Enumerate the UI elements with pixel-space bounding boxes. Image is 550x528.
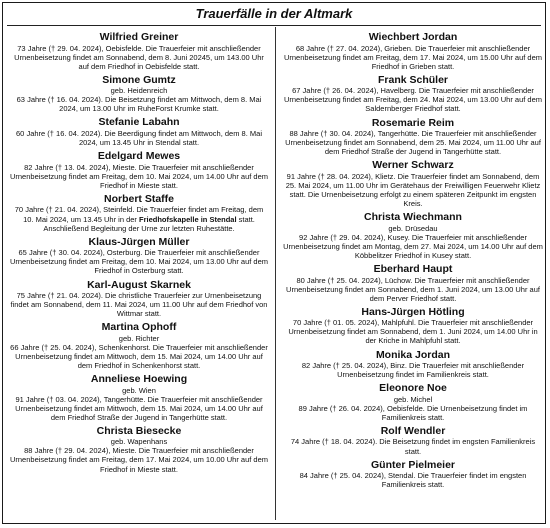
- obituary-text: [9, 205, 269, 232]
- birth-name: geb. Wien: [122, 385, 156, 395]
- obituary-text-part: 91 Jahre († 03. 04. 2024), Tangerhütte. Die Trauerfeier mit anschließender Urnenbeisetzung findet am Mittwoch, dem 15. Mai 2024, um 14.00 Uhr auf dem Friedhof Straße der Jugend in Tangerhütte statt.: [15, 394, 263, 422]
- obituary-text: [283, 404, 543, 422]
- deceased-name: Monika Jordan: [375, 348, 451, 361]
- obituary-text: [283, 471, 543, 489]
- deceased-name: Klaus-Jürgen Müller: [88, 235, 190, 248]
- obituary-entry: [9, 279, 269, 319]
- obituary-text: [283, 437, 543, 455]
- obituary-text-part: 88 Jahre († 29. 04. 2024), Mieste. Die Trauerfeier mit anschließender Urnenbeisetzung findet am Freitag, dem 17. Mai 2024, um 10.00 Uhr auf dem Friedhof in Mieste statt.: [9, 446, 269, 474]
- obituary-entry: [283, 349, 543, 380]
- obituary-entry: [9, 193, 269, 233]
- deceased-name: Simone Gumtz: [102, 73, 176, 86]
- obituary-entry: [283, 425, 543, 456]
- deceased-name: Christa Wiechmann: [364, 211, 462, 224]
- deceased-name: Edelgard Mewes: [97, 150, 181, 163]
- obituary-text: [9, 129, 269, 147]
- obituary-entry: [283, 117, 543, 157]
- obituary-text: [283, 129, 543, 156]
- birth-name: geb. Michel: [393, 394, 433, 404]
- obituary-text-part: 91 Jahre († 28. 04. 2024), Klietz. Die Trauerfeier findet am Sonnabend, dem 25. Mai 2024, um 11.00 Uhr im Gerätehaus der Freiwilligen Feuerwehr Klietz statt. Die Urnenbeisetzung erfolgt zu einem späteren Zeitpunkt im engsten Kreis.: [285, 171, 541, 209]
- obituary-text-part: 82 Jahre († 25. 04. 2024), Binz. Die Trauerfeier mit anschließender Urnenbeisetzung findet im Familienkreis statt.: [301, 361, 525, 380]
- obituary-entry: [9, 425, 269, 474]
- obituary-text: [283, 233, 543, 260]
- deceased-name: Anneliese Hoewing: [90, 373, 188, 386]
- deceased-name: Martina Ophoff: [101, 321, 177, 334]
- obituary-text-tail: statt. Anschließend Begleitung der Urne zur letzten Ruhestätte.: [43, 214, 255, 233]
- obituary-entry: [283, 263, 543, 303]
- obituary-text: [9, 343, 269, 370]
- birth-name: geb. Drüsedau: [388, 223, 438, 233]
- birth-name: geb. Richter: [118, 333, 160, 343]
- obituary-entry: [283, 211, 543, 260]
- deceased-name: Frank Schüler: [377, 73, 449, 86]
- deceased-name: Christa Biesecke: [96, 424, 182, 437]
- obituary-entry: [9, 74, 269, 114]
- obituary-text-part: 75 Jahre († 21. 04. 2024). Die christliche Trauerfeier zur Urnenbeisetzung findet am Sonnabend, dem 11. Mai 2024, um 11.00 Uhr auf dem Friedhof von Wittmar statt.: [10, 291, 268, 319]
- obituary-text-part: 82 Jahre († 13. 04. 2024), Mieste. Die Trauerfeier mit anschließender Urnenbeisetzung findet am Freitag, dem 10. Mai 2024, um 14.00 Uhr auf dem Friedhof in Mieste statt.: [9, 162, 269, 190]
- deceased-name: Wilfried Greiner: [99, 31, 179, 43]
- obituary-text: [9, 95, 269, 113]
- obituary-text-part: 68 Jahre († 27. 04. 2024), Grieben. Die Trauerfeier mit anschließender Urnenbeisetzung findet am Freitag, dem 17. Mai 2024, um 15.00 Uhr auf dem Friedhof in Grieben statt.: [283, 43, 543, 71]
- deceased-name: Stefanie Labahn: [98, 116, 180, 129]
- obituary-text: [283, 276, 543, 303]
- obituary-text: [9, 44, 269, 71]
- deceased-name: Wiechbert Jordan: [368, 31, 458, 43]
- obituary-text-part: 73 Jahre († 29. 04. 2024), Oebisfelde. Die Trauerfeier mit anschließender Urnenbeisetzung findet am Sonnabend, dem 8. Juni 20245, um 143.00 Uhr auf dem Friedhof in Oebisfelde statt.: [14, 43, 264, 71]
- column-divider: [275, 27, 276, 520]
- obituary-text-part: 70 Jahre († 21. 04. 2024), Steinfeld. Die Trauerfeier findet am Freitag, dem 10. Mai 2024, um 13.45 Uhr in der: [14, 205, 264, 224]
- obituary-text-part: 67 Jahre († 26. 04. 2024), Havelberg. Die Trauerfeier mit anschließender Urnenbeisetzung findet am Freitag, dem 24. Mai 2024, um 13.00 Uhr auf dem Saldernberger Friedhof statt.: [283, 86, 543, 114]
- page-title: Trauerfälle in der Altmark: [195, 6, 353, 21]
- obituary-entry: [283, 306, 543, 346]
- obituary-text-part: 66 Jahre († 25. 04. 2024), Schenkenhorst. Die Trauerfeier mit anschließender Urnenbeisetzung findet am Mittwoch, dem 15. Mai 2024, um 14.00 Uhr auf dem Friedhof in Schenkenhorst statt.: [10, 342, 268, 370]
- birth-name: geb. Wapenhans: [110, 437, 168, 447]
- deceased-name: Rolf Wendler: [380, 424, 446, 437]
- obituary-text: [283, 318, 543, 345]
- obituary-entry: [283, 382, 543, 422]
- deceased-name: Hans-Jürgen Hötling: [361, 305, 465, 318]
- obituary-text-part: 70 Jahre († 01. 05. 2024), Mahlpfuhl. Die Trauerfeier mit anschließender Urnenbeisetzung findet am Sonnabend, dem 1. Juni 2024, um 14.00 Uhr in der Kriche in Mahlpfuhl statt.: [288, 318, 538, 346]
- obituary-entry: [9, 236, 269, 276]
- obituary-text: [283, 361, 543, 379]
- obituary-text: [283, 172, 543, 208]
- obituary-text-bold: Friedhofskapelle in Stendal: [139, 214, 237, 224]
- obituary-text-part: 84 Jahre († 25. 04. 2024), Stendal. Die Trauerfeier findet im engsten Familienkreis statt.: [299, 471, 527, 490]
- obituary-entry: [283, 159, 543, 208]
- deceased-name: Eberhard Haupt: [373, 263, 453, 275]
- obituary-text: [9, 395, 269, 422]
- obituary-text: [9, 163, 269, 190]
- obituary-text: [283, 86, 543, 113]
- obituary-text-part: 89 Jahre († 26. 04. 2024), Oebisfelde. Die Urnenbeisetzung findet im Familienkreis statt.: [298, 403, 528, 422]
- obituary-entry: [283, 31, 543, 71]
- deceased-name: Karl-August Skarnek: [87, 278, 191, 291]
- deceased-name: Eleonore Noe: [379, 382, 447, 395]
- obituary-text-part: 88 Jahre († 30. 04. 2024), Tangerhütte. Die Trauerfeier mit anschließender Urnenbeisetzung findet am Sonnabend, dem 25. Mai 2024, um 11.00 Uhr auf dem Friedhof Straße der Jugend in Tangerhütte statt.: [285, 129, 541, 157]
- birth-name: geb. Heidenreich: [110, 86, 168, 96]
- obituary-text-part: 63 Jahre († 16. 04. 2024). Die Beisetzung findet am Mittwoch, dem 8. Mai 2024, um 13.00 Uhr im RuheForst Krumke statt.: [16, 95, 262, 114]
- obituary-text-part: 80 Jahre († 25. 04. 2024), Lüchow. Die Trauerfeier mit anschließender Urnenbeisetzung findet am Sonnabend, dem 1. Juni 2024, um 13.00 Uhr auf dem Perver Friedhof statt.: [286, 275, 540, 303]
- obituary-entry: [9, 373, 269, 422]
- right-column: [283, 31, 543, 521]
- obituary-text-part: 65 Jahre († 30. 04. 2024), Osterburg. Die Trauerfeier mit anschließender Urnenbeisetzung findet am Freitag, dem 10. Mai 2024, um 13.00 Uhr auf dem Friedhof in Osterburg statt.: [9, 248, 269, 276]
- obituary-entry: [9, 321, 269, 370]
- obituary-text: [283, 44, 543, 71]
- deceased-name: Günter Pielmeier: [370, 458, 456, 471]
- obituary-page: [2, 2, 546, 524]
- deceased-name: Werner Schwarz: [372, 159, 454, 172]
- obituary-text-part: 74 Jahre († 18. 04. 2024). Die Beisetzung findet im engsten Familienkreis statt.: [290, 437, 536, 456]
- title-rule: [7, 25, 541, 26]
- obituary-entry: [283, 74, 543, 114]
- obituary-text: [9, 446, 269, 473]
- obituary-text-part: 60 Jahre († 16. 04. 2024). Die Beerdigung findet am Mittwoch, dem 8. Mai 2024, um 13.45 Uhr in Stendal statt.: [16, 128, 262, 148]
- deceased-name: Rosemarie Reim: [371, 116, 455, 129]
- obituary-entry: [9, 150, 269, 190]
- obituary-text: [9, 291, 269, 318]
- obituary-text-part: 92 Jahre († 29. 04. 2024), Kusey. Die Trauerfeier mit anschließender Urnenbeisetzung findet am Montag, dem 27. Mai 2024, um 14.00 Uhr auf dem Köbbelitzer Friedhof in Kusey statt.: [283, 232, 543, 260]
- obituary-entry: [9, 31, 269, 71]
- obituary-entry: [283, 459, 543, 490]
- deceased-name: Norbert Staffe: [103, 192, 174, 205]
- left-column: [9, 31, 269, 521]
- obituary-entry: [9, 116, 269, 147]
- obituary-text: [9, 248, 269, 275]
